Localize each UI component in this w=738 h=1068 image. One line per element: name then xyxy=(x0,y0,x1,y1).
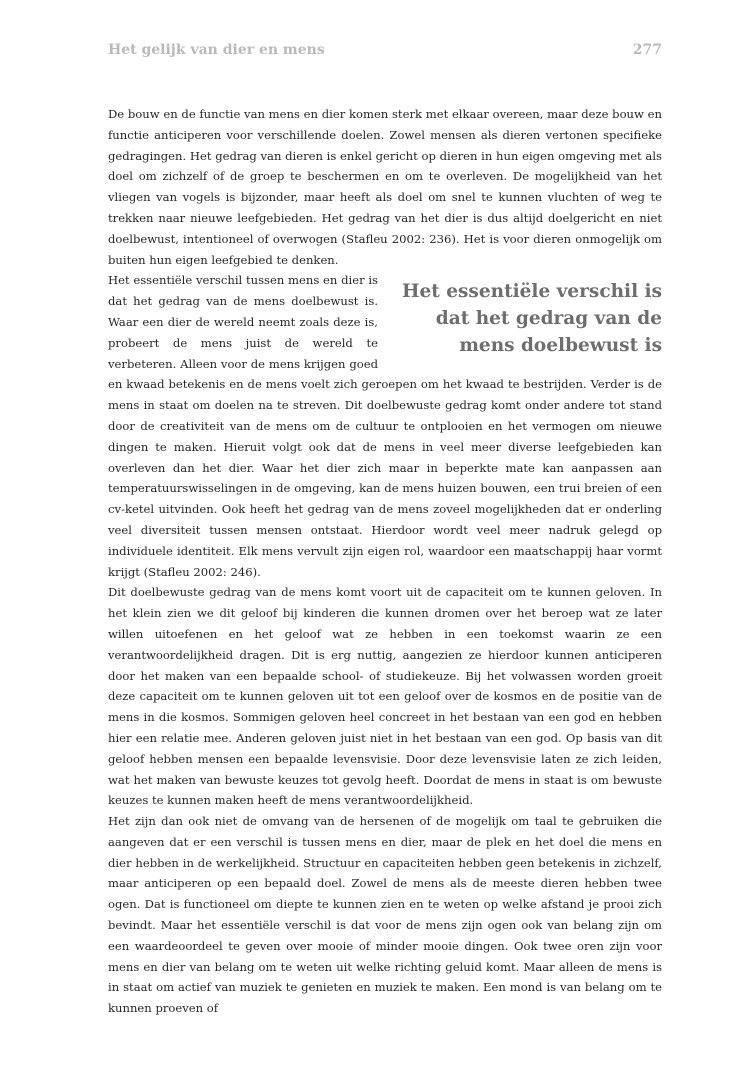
paragraph-2: Het essentiële verschil tussen mens en dier is dat het gedrag van de mens doelbewust is. Waar een dier de wereld neemt zoals deze is, probeert de mens juist de wereld te verbeteren. Alleen voor de mens krijgen goed en kwaad betekenis en de mens voelt zich geroepen om het kwaad te bestrijden. Verder is de mens in staat om doelen na te streven. Dit doelbewuste gedrag komt onder andere tot stand door de creativiteit van de mens om de cultuur te ontplooien en het vermogen om nieuwe dingen te maken. Hieruit volgt ook dat de mens in veel meer diverse leefgebieden kan overleven dan het dier. Waar het dier zich maar in beperkte mate kan aanpassen aan temperatuurswisselingen in de omgeving, kan de mens huizen bouwen, een trui breien of een cv-ketel uitvinden. Ook heeft het gedrag van de mens zoveel mogelijkheden dat er onderling veel diversiteit tussen mensen ontstaat. Hierdoor wordt veel meer nadruk gelegd op individuele identiteit. Elk mens vervult zijn eigen rol, waardoor een maatschappij haar vormt krijgt (Stafleu 2002: 246). xyxy=(108,273,662,579)
pull-quote: Het essentiële verschil is dat het gedrag van de mens doelbewust is xyxy=(402,281,662,357)
running-head xyxy=(108,42,662,62)
body-text xyxy=(108,104,662,1019)
paragraph-3: Dit doelbewuste gedrag van de mens komt voort uit de capaciteit om te kunnen geloven. In het klein zien we dit geloof bij kinderen die kunnen dromen over het beroep wat ze later willen uitoefenen en het geloof wat ze hebben in een toekomst waarin ze een verantwoordelijkheid dragen. Dit is erg nuttig, aangezien ze hierdoor kunnen anticiperen door het maken van een bepaalde school- of studiekeuze. Bij het volwassen worden groeit deze capaciteit om te kunnen geloven uit tot een geloof over de kosmos en de positie van de mens in die kosmos. Sommigen geloven heel concreet in het bestaan van een god en hebben hier een relatie mee. Anderen geloven juist niet in het bestaan van een god. Op basis van dit geloof hebben mensen een bepaalde levensvisie. Door deze levensvisie laten ze zich leiden, wat het maken van bewuste keuzes tot gevolg heeft. Doordat de mens in staat is om bewuste keuzes te kunnen maken heeft de mens verantwoordelijkheid. xyxy=(108,585,662,808)
paragraph-1: De bouw en de functie van mens en dier komen sterk met elkaar overeen, maar deze bouw en functie anticiperen voor verschillende doelen. Zowel mensen als dieren vertonen specifieke gedragingen. Het gedrag van dieren is enkel gericht op dieren in hun eigen omgeving met als doel om zichzelf of de groep te beschermen en om te overleven. De mogelijkheid van het vliegen van vogels is bijzonder, maar heeft als doel om snel te kunnen vluchten of weg te trekken naar nieuwe leefgebieden. Het gedrag van het dier is dus altijd doelgericht en niet doelbewust, intentioneel of overwogen (Stafleu 2002: 236). Het is voor dieren onmogelijk om buiten hun eigen leefgebied te denken. xyxy=(108,107,662,267)
paragraph-4: Het zijn dan ook niet de omvang van de hersenen of de mogelijk om taal te gebruiken die aangeven dat er een verschil is tussen mens en dier, maar de plek en het doel die mens en dier hebben in de werkelijkheid. Structuur en capaciteiten hebben geen betekenis in zichzelf, maar anticiperen op een bepaald doel. Zowel de mens als de meeste dieren hebben twee ogen. Dat is functioneel om diepte te kunnen zien en te weten op welke afstand je prooi zich bevindt. Maar het essentiële verschil is dat voor de mens zijn ogen ook van belang zijn om een waardeoordeel te geven over mooie of minder mooie dingen. Ook twee oren zijn voor mens en dier van belang om te weten uit welke richting geluid komt. Maar alleen de mens is in staat om actief van muziek te genieten en muziek te maken. Een mond is van belang om te kunnen proeven of xyxy=(108,814,662,1016)
running-head-title: Het gelijk van dier en mens xyxy=(108,42,325,58)
page-number: 277 xyxy=(632,42,662,58)
